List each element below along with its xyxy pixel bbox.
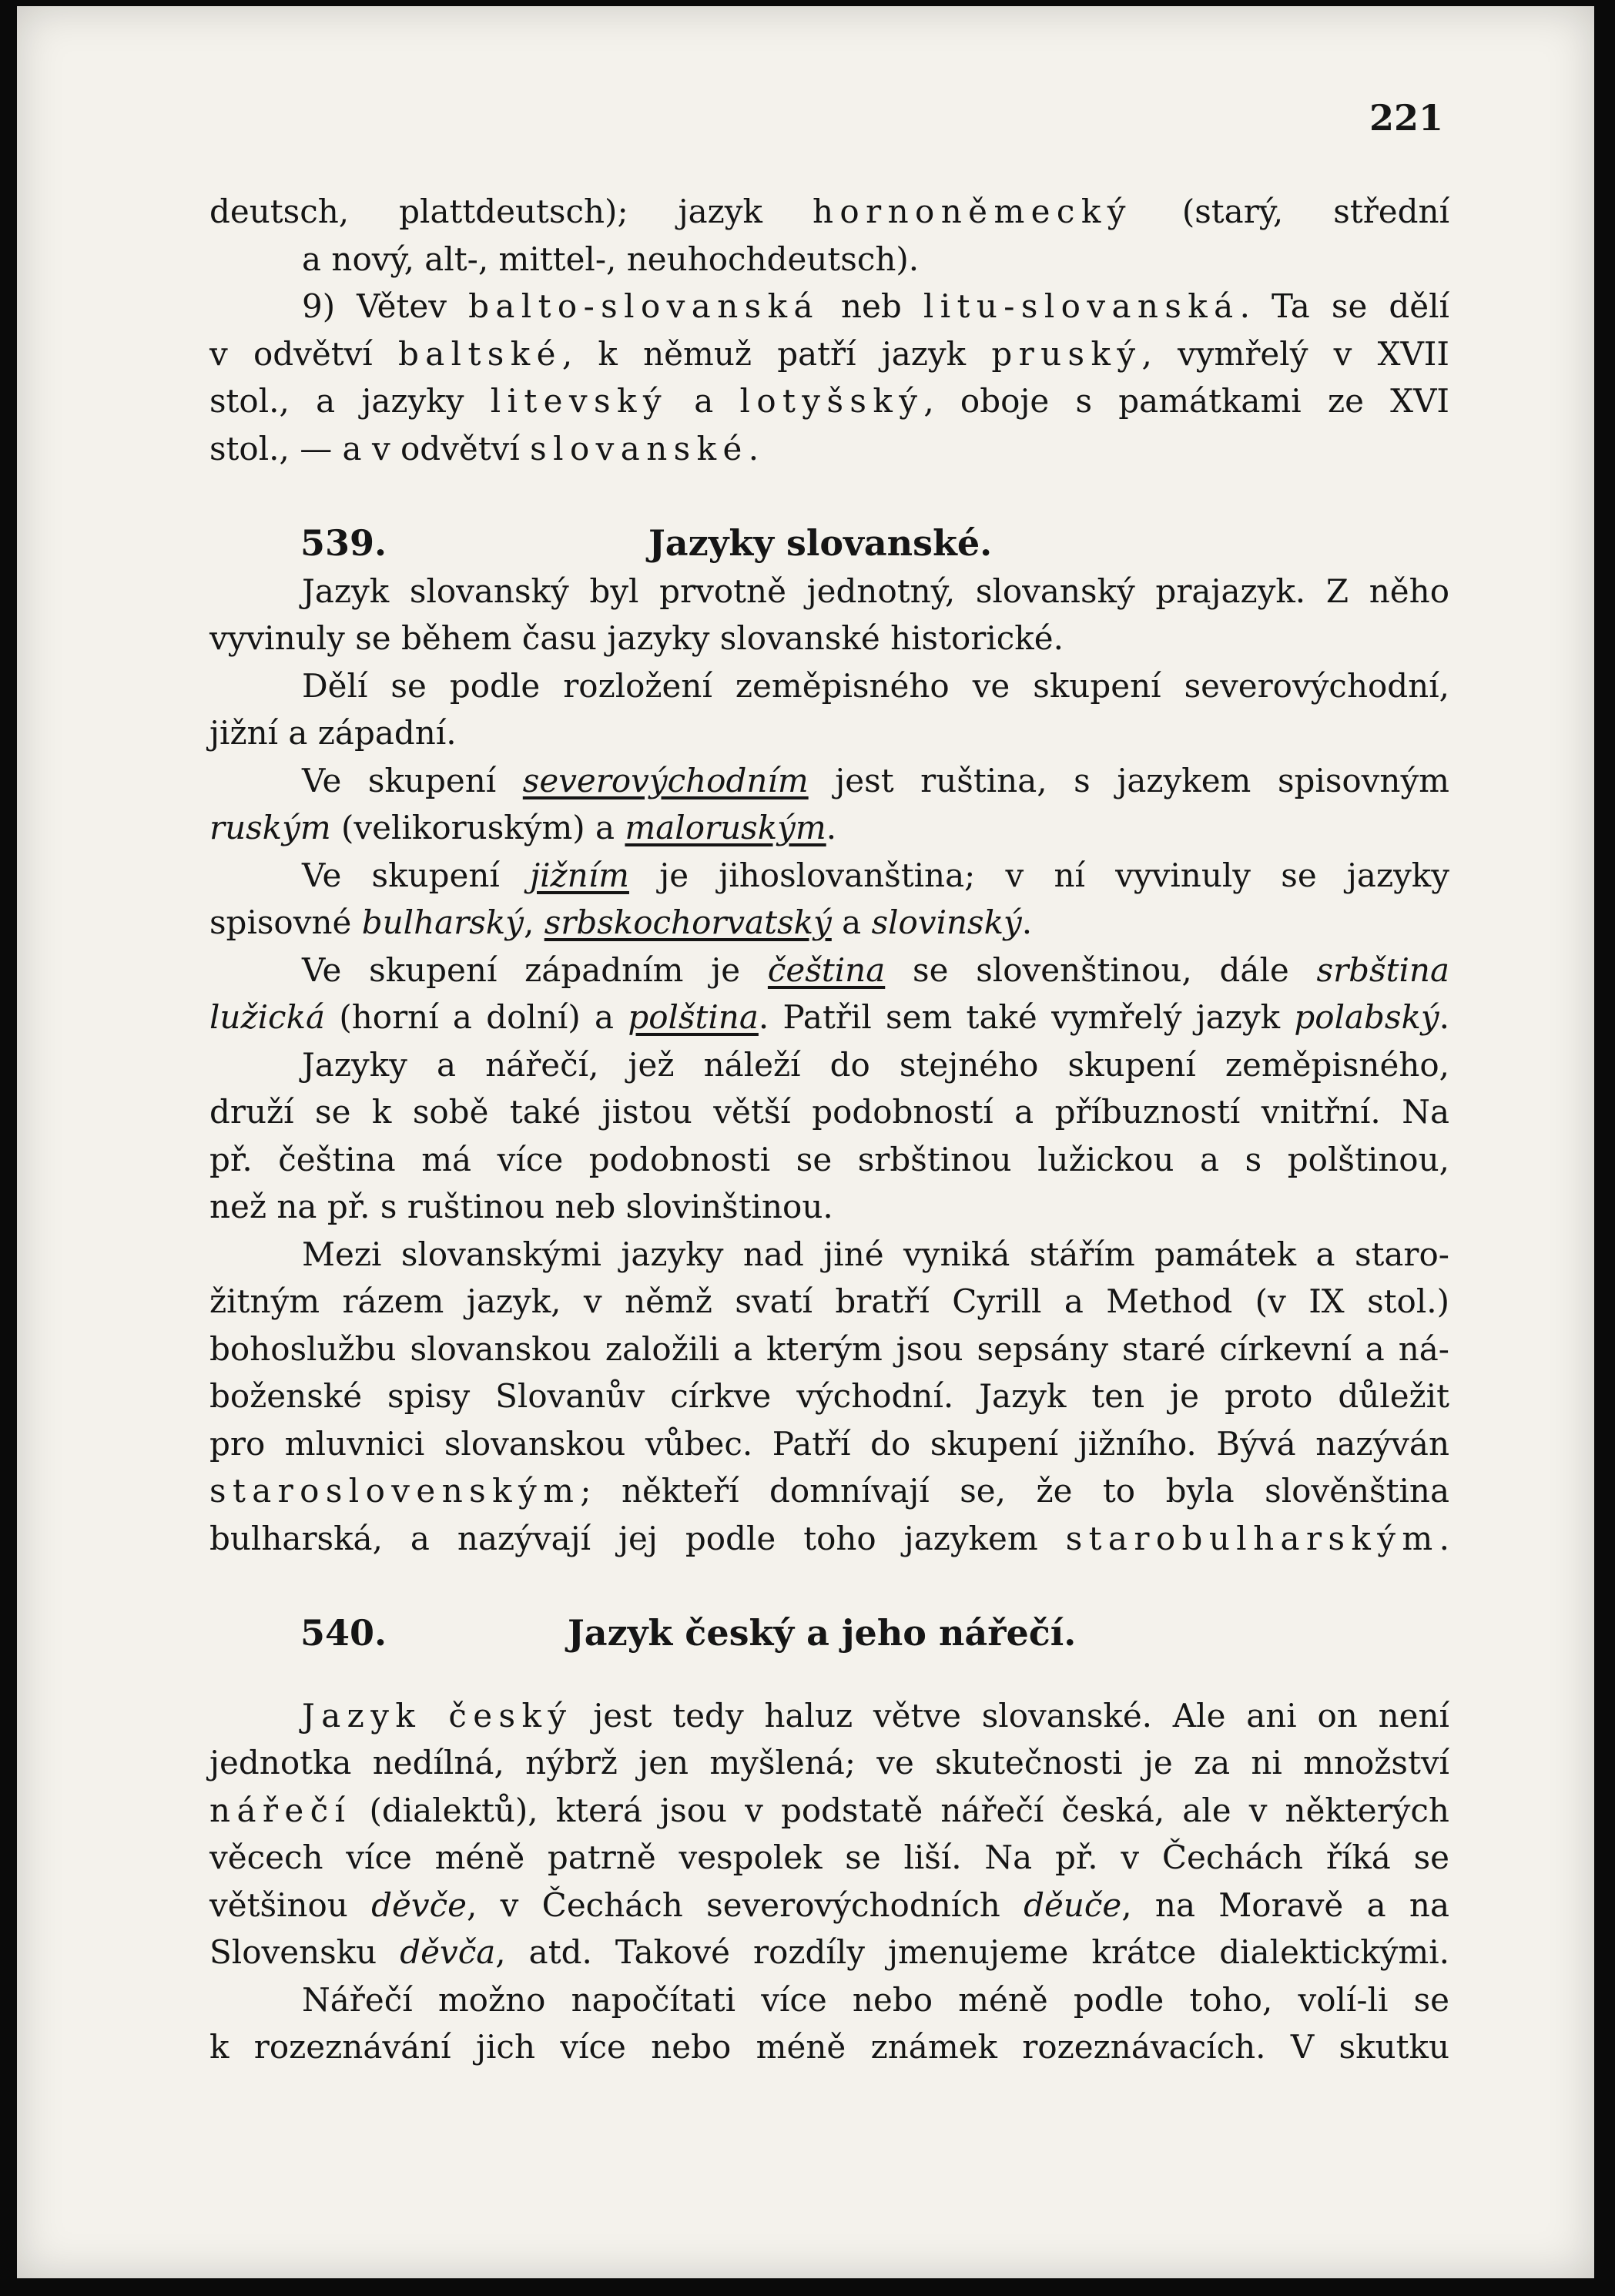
text-line — [209, 1787, 1449, 1835]
text-line — [209, 283, 1449, 330]
text-span: . — [826, 809, 837, 846]
text-line — [209, 425, 1449, 473]
text-line: jižní a západní. — [209, 714, 457, 752]
text-line — [209, 757, 1449, 805]
text-span: . — [1021, 903, 1033, 941]
text-line: boženské spisy Slovanův církve východní. Jazyk ten je proto důležit — [209, 1377, 1449, 1415]
spaced-term: baltské — [397, 334, 562, 373]
text-line: věcech více méně patrně vespolek se liší. Na př. v Čechách říká se — [209, 1838, 1449, 1876]
text-line — [209, 1467, 1449, 1515]
text-span: v odvětví — [209, 334, 398, 373]
section-title: Jazyk český a jeho nářečí. — [568, 1612, 1077, 1654]
text-span: Slovensku — [209, 1933, 400, 1971]
text-span: a — [831, 903, 872, 941]
text-line — [209, 852, 1449, 900]
text-line — [209, 1929, 1449, 1976]
spaced-term: Jazyk český — [302, 1696, 573, 1735]
text-line: bohoslužbu slovanskou založili a kterým jsou sepsány staré církevní a ná- — [209, 1329, 1449, 1368]
text-span: a — [667, 382, 740, 420]
text-span: , na Moravě a na — [1121, 1885, 1450, 1924]
text-span: (velikoruským) a — [330, 809, 625, 846]
text-line: Mezi slovanskými jazyky nad jiné vyniká stářím památek a staro- — [302, 1235, 1449, 1273]
text-line — [209, 188, 1449, 236]
text-span: , atd. Takové rozdíly jmenujeme krátce dialektickými. — [495, 1933, 1450, 1971]
text-span: jest ruština, s jazykem spisovným — [808, 761, 1450, 799]
text-line: př. čeština má více podobnosti se srbštinou lužickou a s polštinou, — [209, 1140, 1449, 1178]
italic-term: lužická — [209, 998, 326, 1036]
text-span: . — [1439, 998, 1450, 1036]
italic-term: polabský — [1294, 998, 1439, 1036]
italic-term: bulharský — [361, 903, 524, 941]
text-span: bulharská, a nazývají jej podle toho jazykem — [209, 1519, 1066, 1557]
text-line: než na př. s ruštinou neb slovinštinou. — [209, 1188, 833, 1225]
text-span: je jihoslovanština; v ní vyvinuly se jazyky — [628, 856, 1449, 894]
text-span: většinou — [209, 1885, 372, 1924]
text-span: , oboje s památkami ze XVI — [923, 382, 1449, 420]
text-span: stol., a jazyky — [209, 382, 491, 420]
text-line: Dělí se podle rozložení zeměpisného ve skupení severovýchodní, — [302, 666, 1449, 705]
text-span: Ve skupení západním je — [302, 950, 768, 989]
text-line: Nářečí možno napočítati více nebo méně podle toho, volí-li se — [302, 1980, 1449, 2019]
text-line — [209, 377, 1449, 425]
text-line: jednotka nedílná, nýbrž jen myšlená; ve skutečnosti je za ni množství — [209, 1744, 1449, 1781]
text-span: spisovné — [209, 903, 362, 941]
text-span: . Patřil sem také vymřelý jazyk — [758, 998, 1295, 1036]
italic-term: děuče — [1024, 1885, 1122, 1924]
text-span: jest tedy haluz větve slovanské. Ale ani on není — [572, 1696, 1449, 1735]
text-span: (starý, střední — [1131, 193, 1450, 230]
italic-term: maloruským — [625, 809, 826, 846]
text-line — [209, 994, 1449, 1041]
text-span: deutsch, plattdeutsch); jazyk — [209, 193, 813, 230]
text-line: Jazyky a nářečí, jež náleží do stejného skupení zeměpisného, — [302, 1045, 1449, 1084]
text-line: k rozeznávání jich více nebo méně známek rozeznávacích. V skutku — [209, 2028, 1449, 2066]
page-body — [209, 188, 1449, 2071]
text-line: Jazyk slovanský byl prvotně jednotný, slovanský prajazyk. Z něho — [302, 571, 1449, 610]
italic-term: čeština — [767, 950, 886, 989]
spaced-term: slovanské — [530, 429, 749, 468]
text-span: stol., — a v odvětví — [209, 429, 531, 468]
text-line: žitným rázem jazyk, v němž svatí bratří Cyrill a Method (v IX stol.) — [209, 1282, 1449, 1320]
spaced-term: litevský — [490, 382, 668, 420]
text-line — [209, 1882, 1449, 1929]
text-span: Ve skupení — [302, 761, 523, 799]
italic-term: srbština — [1316, 950, 1449, 989]
italic-term: děvče — [371, 1885, 467, 1924]
text-span: . — [748, 429, 759, 468]
italic-term: polština — [628, 998, 759, 1036]
text-span: se slovenštinou, dále — [885, 950, 1317, 989]
spaced-term: pruský — [991, 334, 1142, 373]
spaced-term: balto-slovanská — [468, 287, 819, 325]
spaced-term: nářečí — [209, 1791, 352, 1829]
text-span: . Ta se dělí — [1239, 287, 1449, 325]
text-span: , v Čechách severovýchodních — [467, 1885, 1024, 1924]
text-line — [209, 330, 1449, 378]
text-line: vyvinuly se během času jazyky slovanské historické. — [209, 619, 1064, 657]
text-line — [209, 947, 1449, 994]
text-line: druží se k sobě také jistou větší podobností a příbuzností vnitřní. Na — [209, 1093, 1449, 1131]
text-span: , k němuž patří jazyk — [561, 334, 992, 373]
text-span: , vymřelý v XVII — [1141, 334, 1449, 373]
text-line — [209, 1692, 1449, 1740]
italic-term: děvča — [400, 1933, 496, 1971]
spaced-term: hornoněmecký — [812, 193, 1132, 230]
text-line — [209, 899, 1449, 947]
italic-term: srbskochorvatský — [544, 903, 832, 941]
text-line — [209, 804, 1449, 852]
italic-term: slovinský — [871, 903, 1022, 941]
text-span: , — [523, 903, 544, 941]
italic-term: ruským — [209, 809, 331, 846]
text-span: (horní a dolní) a — [325, 998, 628, 1036]
italic-term: severovýchodním — [522, 761, 809, 799]
section-heading-539 — [209, 520, 1449, 568]
text-span: neb — [819, 287, 923, 325]
text-span: . — [1439, 1519, 1449, 1557]
spaced-term: lotyšský — [739, 382, 924, 420]
italic-term: jižním — [530, 856, 629, 894]
text-line: pro mluvnici slovanskou vůbec. Patří do skupení jižního. Bývá nazýván — [209, 1424, 1449, 1463]
section-heading-540 — [209, 1610, 1449, 1657]
text-span: (dialektů), která jsou v podstatě nářečí česká, ale v některých — [351, 1791, 1449, 1829]
text-span: 9) Větev — [302, 287, 469, 325]
spaced-term: litu-slovanská — [923, 287, 1240, 325]
text-span: Ve skupení — [302, 856, 531, 894]
spaced-term: staroslovenským — [209, 1472, 581, 1510]
page-number: 221 — [1369, 97, 1444, 139]
text-line — [209, 1515, 1449, 1563]
section-title: Jazyky slovanské. — [648, 522, 993, 564]
spaced-term: starobulharským — [1065, 1519, 1439, 1557]
book-page — [17, 6, 1594, 2278]
text-line: a nový, alt-, mittel-, neuhochdeutsch). — [302, 240, 920, 278]
section-number: 539. — [300, 522, 387, 564]
text-span: ; někteří domnívají se, že to byla slověnština — [580, 1472, 1449, 1510]
section-number: 540. — [300, 1612, 387, 1654]
